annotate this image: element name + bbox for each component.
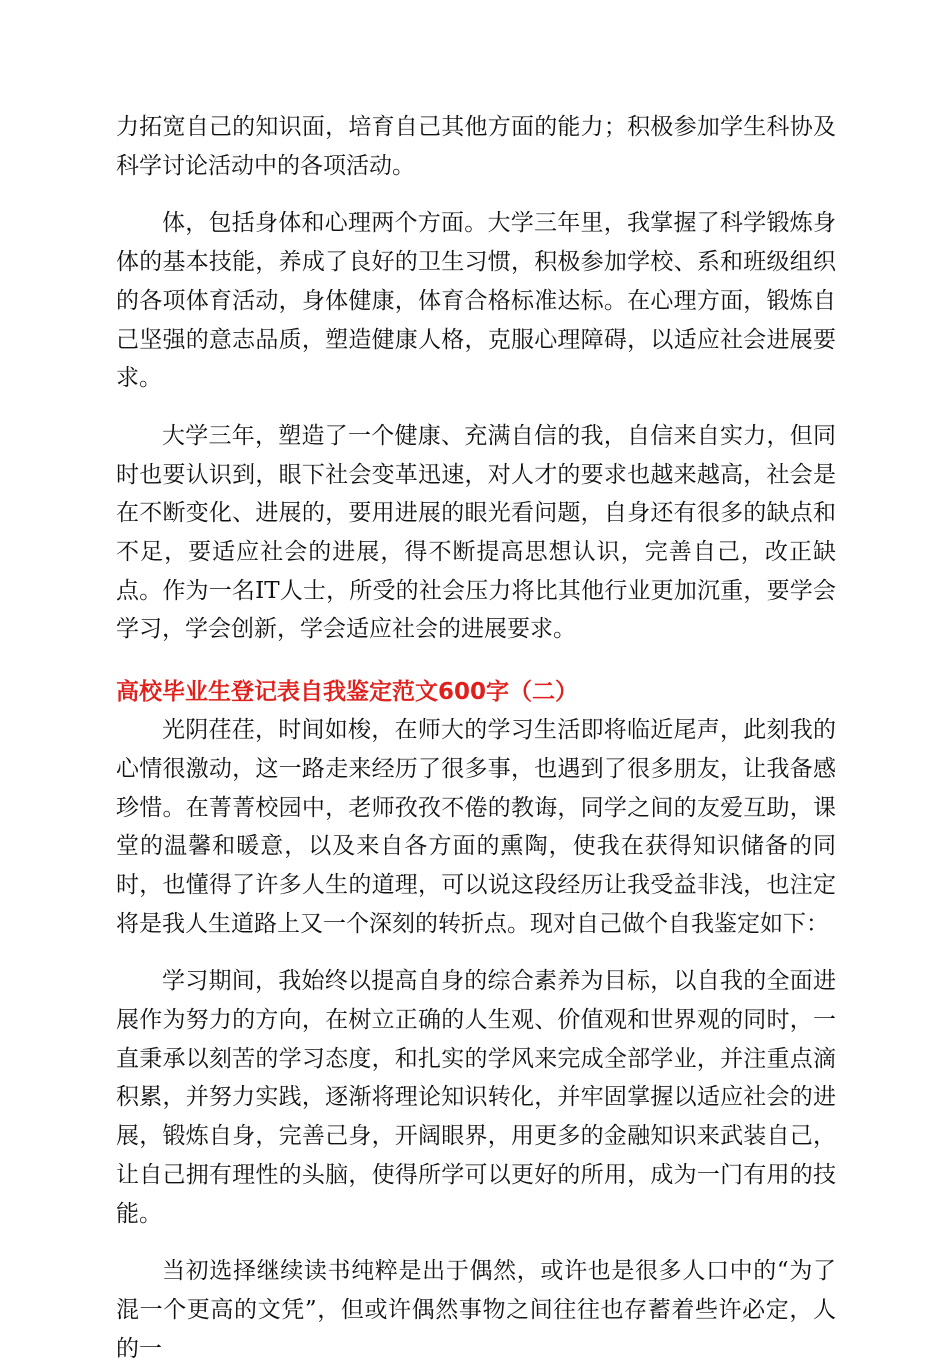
- section-heading: 高校毕业生登记表自我鉴定范文600字（二）: [116, 679, 579, 706]
- paragraph-continuation: 力拓宽自己的知识面，培育自己其他方面的能力；积极参加学生科协及科学讨论活动中的各项活动。: [116, 114, 836, 179]
- paragraph-summary: 大学三年，塑造了一个健康、充满自信的我，自信来自实力，但同时也要认识到，眼下社会变革迅速，对人才的要求也越来越高，社会是在不断变化、进展的，要用进展的眼光看问题，自身还有很多的缺点和不足，要适应社会的进展，得不断提高思想认识，完善自己，改正缺点。作为一名IT人士，所受的社会压力将比其他行业更加沉重，要学会学习，学会创新，学会适应社会的进展要求。: [116, 422, 836, 643]
- paragraph-study: 学习期间，我始终以提高自身的综合素养为目标，以自我的全面进展作为努力的方向，在树立正确的人生观、价值观和世界观的同时，一直秉承以刻苦的学习态度，和扎实的学风来完成全部学业，并注重点滴积累，并努力实践，逐渐将理论知识转化，并牢固掌握以适应社会的进展，锻炼自身，完善己身，开阔眼界，用更多的金融知识来武装自己，让自己拥有理性的头脑，使得所学可以更好的所用，成为一门有用的技能。: [116, 968, 836, 1227]
- paragraph-intro: 光阴荏荏，时间如梭，在师大的学习生活即将临近尾声，此刻我的心情很激动，这一路走来经历了很多事，也遇到了很多朋友，让我备感珍惜。在菁菁校园中，老师孜孜不倦的教诲，同学之间的友爱互助，课堂的温馨和暖意，以及来自各方面的熏陶，使我在获得知识储备的同时，也懂得了许多人生的道理，可以说这段经历让我受益非浅，也注定将是我人生道路上又一个深刻的转折点。现对自己做个自我鉴定如下：: [116, 717, 836, 937]
- paragraph-physical-health: 体，包括身体和心理两个方面。大学三年里，我掌握了科学锻炼身体的基本技能，养成了良好的卫生习惯，积极参加学校、系和班级组织的各项体育活动，身体健康，体育合格标准达标。在心理方面，锻炼自己坚强的意志品质，塑造健康人格，克服心理障碍，以适应社会进展要求。: [116, 210, 836, 392]
- paragraph-choice: 当初选择继续读书纯粹是出于偶然，或许也是很多人口中的“为了混一个更高的文凭”，但或许偶然事物之间往往也存蓄着些许必定，人的一: [116, 1258, 836, 1362]
- document-body: [116, 108, 836, 1368]
